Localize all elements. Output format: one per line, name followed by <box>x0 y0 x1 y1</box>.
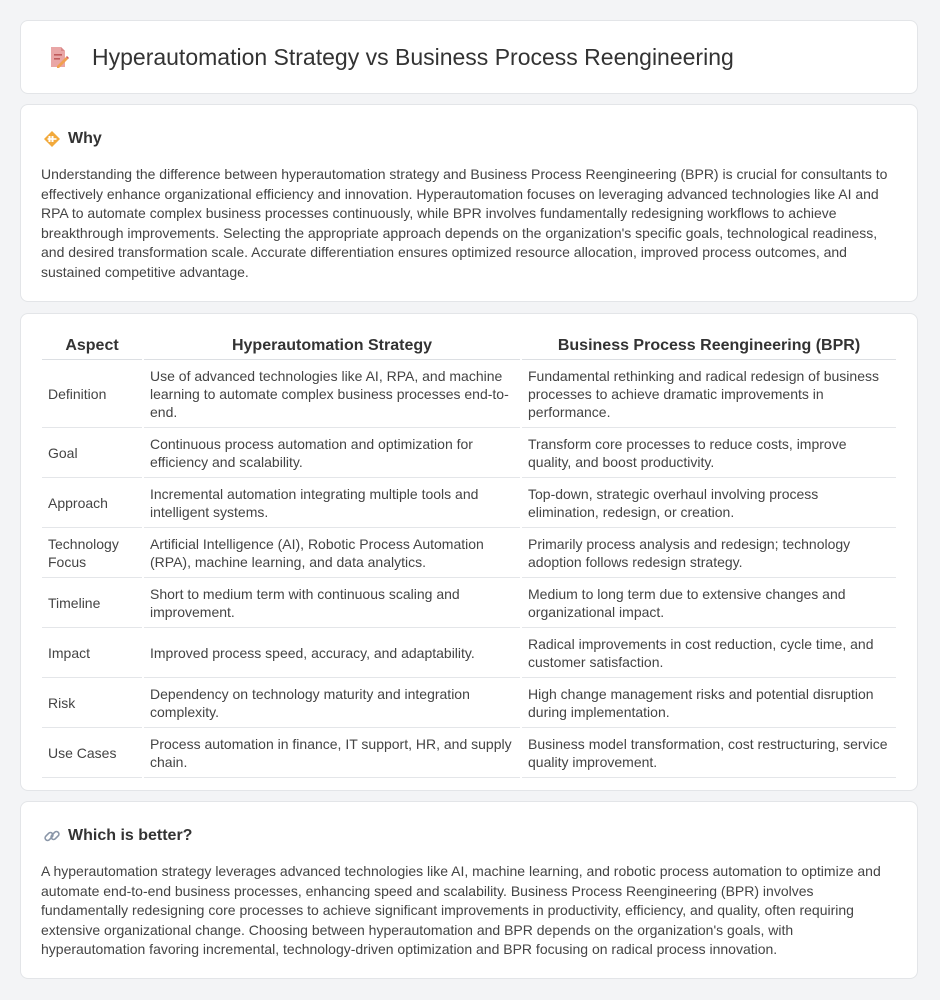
table-row <box>42 360 896 428</box>
aspect-cell: Risk <box>42 678 142 728</box>
table-header-row <box>42 332 896 360</box>
hyperautomation-cell: Use of advanced technologies like AI, RPA, and machine learning to automate complex business processes end-to-end. <box>144 360 520 428</box>
aspect-cell: Goal <box>42 428 142 478</box>
column-header: Hyperautomation Strategy <box>144 332 520 360</box>
which-is-better-title: Which is better? <box>68 827 193 844</box>
bpr-cell: Transform core processes to reduce costs, improve quality, and boost productivity. <box>522 428 896 478</box>
which-is-better-body: A hyperautomation strategy leverages advanced technologies like AI, machine learning, and robotic process automation to optimize and automate end-to-end business processes, enhancing speed and scalability. Business Process Reengineering (BPR) involves fundamentally redesigning core processes to achieve significant improvements in productivity, efficiency, and quality, often requiring extensive organizational change. Choosing between hyperautomation and BPR depends on the organization's goals, with hyperautomation favoring incremental, technology-driven optimization and BPR focusing on radical process innovation. <box>41 863 881 958</box>
why-title: Why <box>68 130 102 147</box>
column-header: Business Process Reengineering (BPR) <box>522 332 896 360</box>
which-is-better-section <box>20 801 918 979</box>
table-row <box>42 478 896 528</box>
document-edit-icon <box>46 45 70 69</box>
diamond-icon <box>43 130 61 148</box>
comparison-card <box>20 313 918 791</box>
aspect-cell: Approach <box>42 478 142 528</box>
bpr-cell: Primarily process analysis and redesign; technology adoption follows redesign strategy. <box>522 528 896 578</box>
table-row <box>42 628 896 678</box>
table-row <box>42 728 896 778</box>
table-row <box>42 428 896 478</box>
why-body: Understanding the difference between hyperautomation strategy and Business Process Reengineering (BPR) is crucial for consultants to effectively enhance organizational efficiency and innovation. Hyperautomation focuses on leveraging advanced technologies like AI and RPA to automate complex business processes continuously, while BPR involves fundamentally redesigning workflows to achieve breakthrough improvements. Selecting the appropriate approach depends on the organization's specific goals, technological readiness, and desired transformation scale. Accurate differentiation ensures optimized resource allocation, improved process outcomes, and sustained competitive advantage. <box>41 166 888 280</box>
hyperautomation-cell: Incremental automation integrating multiple tools and intelligent systems. <box>144 478 520 528</box>
bpr-cell: Medium to long term due to extensive changes and organizational impact. <box>522 578 896 628</box>
aspect-cell: Technology Focus <box>42 528 142 578</box>
bpr-cell: Business model transformation, cost restructuring, service quality improvement. <box>522 728 896 778</box>
header-card <box>20 20 918 94</box>
hyperautomation-cell: Process automation in finance, IT support, HR, and supply chain. <box>144 728 520 778</box>
hyperautomation-cell: Dependency on technology maturity and integration complexity. <box>144 678 520 728</box>
aspect-cell: Timeline <box>42 578 142 628</box>
comparison-table <box>40 332 898 778</box>
bpr-cell: Fundamental rethinking and radical redesign of business processes to achieve dramatic improvements in performance. <box>522 360 896 428</box>
column-header: Aspect <box>42 332 142 360</box>
link-icon <box>43 827 61 845</box>
aspect-cell: Definition <box>42 360 142 428</box>
bpr-cell: Radical improvements in cost reduction, cycle time, and customer satisfaction. <box>522 628 896 678</box>
hyperautomation-cell: Continuous process automation and optimization for efficiency and scalability. <box>144 428 520 478</box>
hyperautomation-cell: Artificial Intelligence (AI), Robotic Process Automation (RPA), machine learning, and data analytics. <box>144 528 520 578</box>
table-row <box>42 678 896 728</box>
hyperautomation-cell: Improved process speed, accuracy, and adaptability. <box>144 628 520 678</box>
table-row <box>42 578 896 628</box>
table-row <box>42 528 896 578</box>
hyperautomation-cell: Short to medium term with continuous scaling and improvement. <box>144 578 520 628</box>
bpr-cell: Top-down, strategic overhaul involving process elimination, redesign, or creation. <box>522 478 896 528</box>
bpr-cell: High change management risks and potential disruption during implementation. <box>522 678 896 728</box>
aspect-cell: Use Cases <box>42 728 142 778</box>
aspect-cell: Impact <box>42 628 142 678</box>
page-title: Hyperautomation Strategy vs Business Process Reengineering <box>92 43 734 70</box>
why-section <box>20 104 918 302</box>
